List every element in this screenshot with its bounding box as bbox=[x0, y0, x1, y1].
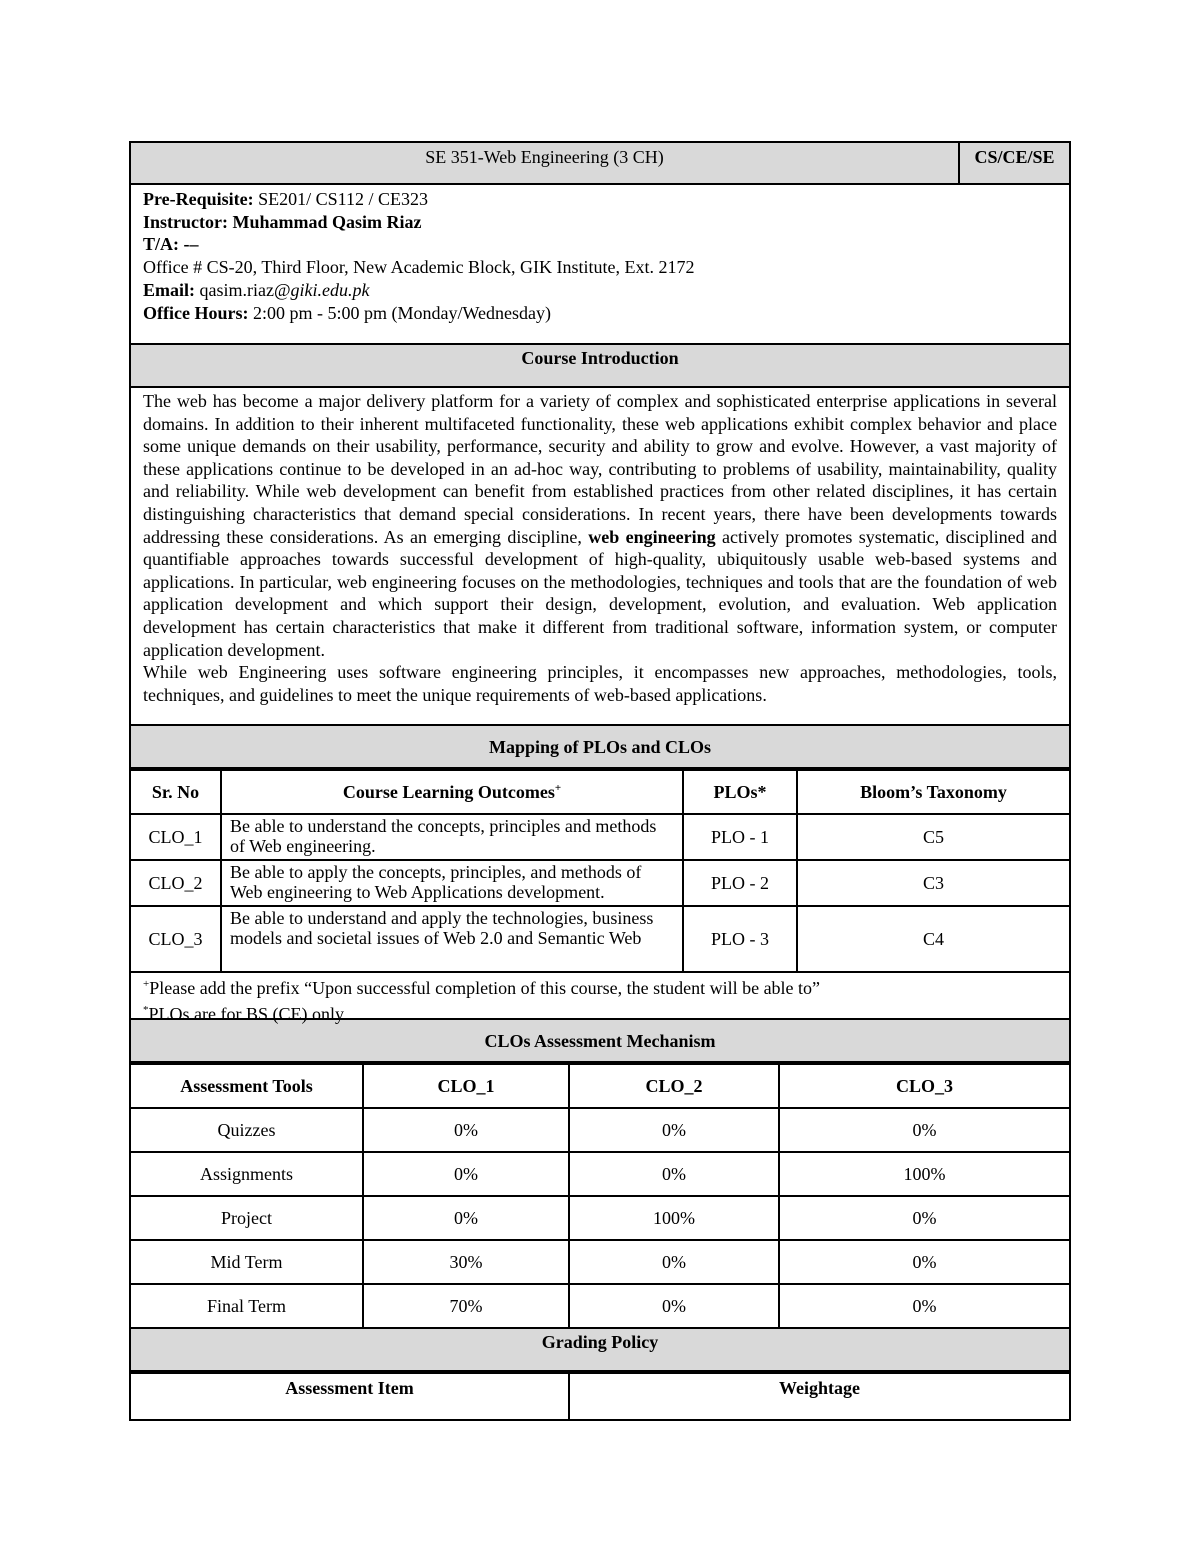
cell-clo2: 100% bbox=[569, 1196, 779, 1240]
cell-clo1: 0% bbox=[363, 1152, 569, 1196]
mapping-notes bbox=[129, 973, 1071, 1024]
course-info bbox=[129, 185, 1071, 345]
hours-value: 2:00 pm - 5:00 pm (Monday/Wednesday) bbox=[248, 302, 551, 323]
col-clo-label: Course Learning Outcomes bbox=[342, 781, 555, 802]
table-header-row bbox=[130, 1373, 1070, 1420]
course-outline bbox=[129, 141, 1071, 1421]
table-row bbox=[130, 1284, 1070, 1328]
cell-clo3: 0% bbox=[779, 1240, 1070, 1284]
cell-clo1: 30% bbox=[363, 1240, 569, 1284]
email-domain: giki.edu.pk bbox=[290, 279, 370, 300]
cell-clo1: 0% bbox=[363, 1108, 569, 1152]
col-clo1: CLO_1 bbox=[363, 1064, 569, 1108]
email-label: Email: bbox=[143, 279, 195, 300]
cell-clo3: 0% bbox=[779, 1284, 1070, 1328]
cell-clo2: 0% bbox=[569, 1108, 779, 1152]
cell-clo3: 100% bbox=[779, 1152, 1070, 1196]
cell-tool: Final Term bbox=[130, 1284, 363, 1328]
mapping-table bbox=[129, 769, 1071, 973]
hours-label: Office Hours: bbox=[143, 302, 249, 323]
instructor: Instructor: Muhammad Qasim Riaz bbox=[143, 211, 422, 232]
cell-clo3: 0% bbox=[779, 1196, 1070, 1240]
program-code: CS/CE/SE bbox=[974, 147, 1055, 167]
table-row bbox=[130, 814, 1070, 860]
intro-p2: While web Engineering uses software engineering principles, it encompasses new approaches, methodologies, tools, techniques, and guidelines to meet the unique requirements of web-based applications. bbox=[143, 662, 1057, 705]
mapping-heading: Mapping of PLOs and CLOs bbox=[129, 726, 1071, 769]
cell-clo3: 0% bbox=[779, 1108, 1070, 1152]
table-row bbox=[130, 860, 1070, 906]
table-row bbox=[130, 1196, 1070, 1240]
cell-clo2: 0% bbox=[569, 1240, 779, 1284]
table-header-row bbox=[130, 770, 1070, 814]
cell-sr: CLO_3 bbox=[130, 906, 221, 972]
assessment-heading: CLOs Assessment Mechanism bbox=[129, 1020, 1071, 1063]
col-plo: PLOs* bbox=[683, 770, 797, 814]
note1: Please add the prefix “Upon successful completion of this course, the student will be able to” bbox=[149, 978, 821, 998]
col-clo3: CLO_3 bbox=[779, 1064, 1070, 1108]
table-header-row bbox=[130, 1064, 1070, 1108]
intro-text bbox=[129, 388, 1071, 726]
cell-plo: PLO - 1 bbox=[683, 814, 797, 860]
office: Office # CS-20, Third Floor, New Academic Block, GIK Institute, Ext. 2172 bbox=[143, 257, 695, 278]
intro-part-a: The web has become a major delivery platform for a variety of complex and sophisticated enterprise applications in several domains. In addition to their inherent multifaceted functionality, these web applications exhibit complex behavior and place some unique demands on their usability, performance, security and ability to grow and evolve. However, a vast majority of these applications continue to be developed in an ad-hoc way, contributing to problems of usability, maintainability, quality and reliability. While web development can benefit from established practices from other related disciplines, it has certain distinguishing characteristics that demand special considerations. In recent years, there have been developments towards addressing these considerations. As an emerging discipline, bbox=[143, 391, 1057, 547]
table-row bbox=[130, 1152, 1070, 1196]
col-sr: Sr. No bbox=[130, 770, 221, 814]
table-row bbox=[130, 1108, 1070, 1152]
course-header bbox=[129, 141, 1071, 185]
cell-plo: PLO - 2 bbox=[683, 860, 797, 906]
note2: PLOs are for BS (CE) only bbox=[148, 1004, 344, 1024]
col-weight: Weightage bbox=[569, 1373, 1070, 1420]
cell-sr: CLO_2 bbox=[130, 860, 221, 906]
cell-clo2: 0% bbox=[569, 1284, 779, 1328]
intro-part-b: actively promotes systematic, disciplined and quantifiable approaches towards successful development of high-quality, ubiquitously usable web-based systems and applications. In particular, web engineering focuses on the methodologies, techniques and tools that are the foundation of web application development and which support their design, development, evolution, and evaluation. Web application development has certain characteristics that make it different from traditional software, information system, or computer application development. bbox=[143, 526, 1057, 660]
col-clo-sup: + bbox=[554, 781, 562, 794]
cell-clo1: 70% bbox=[363, 1284, 569, 1328]
cell-plo: PLO - 3 bbox=[683, 906, 797, 972]
cell-desc: Be able to apply the concepts, principles, and methods of Web engineering to Web Applications development. bbox=[221, 860, 683, 906]
col-item: Assessment Item bbox=[130, 1373, 569, 1420]
cell-tool: Mid Term bbox=[130, 1240, 363, 1284]
prereq-label: Pre-Requisite: bbox=[143, 189, 254, 209]
col-tool: Assessment Tools bbox=[130, 1064, 363, 1108]
cell-tool: Assignments bbox=[130, 1152, 363, 1196]
course-title: SE 351-Web Engineering (3 CH) bbox=[131, 143, 960, 183]
cell-desc: Be able to understand the concepts, principles and methods of Web engineering. bbox=[221, 814, 683, 860]
col-bloom: Bloom’s Taxonomy bbox=[797, 770, 1070, 814]
cell-clo2: 0% bbox=[569, 1152, 779, 1196]
assessment-table bbox=[129, 1063, 1071, 1329]
cell-bloom: C5 bbox=[797, 814, 1070, 860]
cell-tool: Project bbox=[130, 1196, 363, 1240]
grading-heading: Grading Policy bbox=[129, 1329, 1071, 1372]
cell-desc: Be able to understand and apply the technologies, business models and societal issues of Web 2.0 and Semantic Web bbox=[221, 906, 683, 972]
cell-sr: CLO_1 bbox=[130, 814, 221, 860]
intro-bold: web engineering bbox=[588, 526, 716, 547]
prereq-value: SE201/ CS112 / CE323 bbox=[253, 189, 428, 209]
email-user: qasim.riaz@ bbox=[195, 279, 291, 300]
intro-heading: Course Introduction bbox=[129, 345, 1071, 388]
cell-clo1: 0% bbox=[363, 1196, 569, 1240]
table-row bbox=[130, 1240, 1070, 1284]
table-row bbox=[130, 906, 1070, 972]
cell-bloom: C4 bbox=[797, 906, 1070, 972]
note2-sup: * bbox=[143, 1004, 149, 1016]
cell-tool: Quizzes bbox=[130, 1108, 363, 1152]
note1-sup: + bbox=[143, 978, 150, 990]
col-clo bbox=[221, 770, 683, 814]
grading-table bbox=[129, 1372, 1071, 1421]
cell-bloom: C3 bbox=[797, 860, 1070, 906]
col-clo2: CLO_2 bbox=[569, 1064, 779, 1108]
ta: T/A: -– bbox=[143, 234, 199, 255]
